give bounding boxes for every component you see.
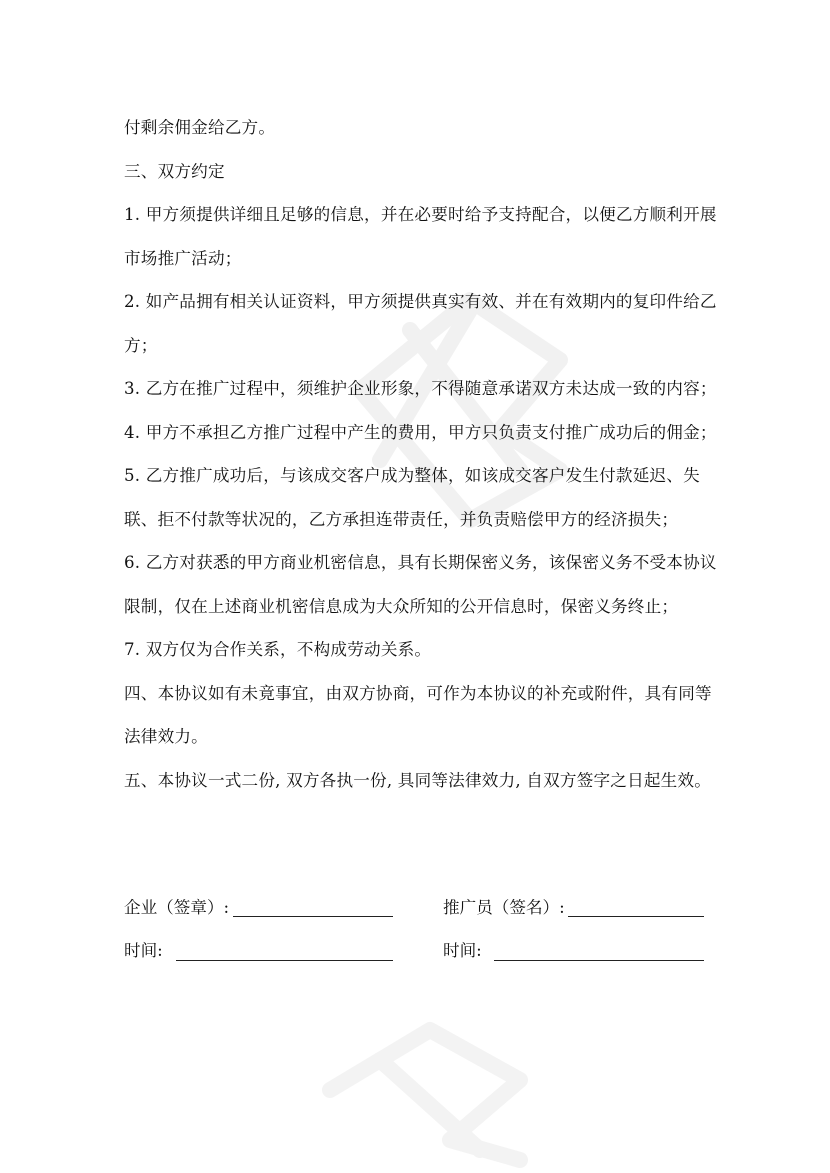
company-date-label: 时间: bbox=[124, 941, 163, 960]
section-heading-mutual-agreement: 三、双方约定 bbox=[124, 161, 225, 181]
clause-5: 5. 乙方推广成功后，与该成交客户成为整体，如该成交客户发生付款延迟、失联、拒不付款等状况的，乙方承担连带责任，并负责赔偿甲方的经济损失； bbox=[124, 466, 700, 529]
clause-4: 4. 甲方不承担乙方推广过程中产生的费用，甲方只负责支付推广成功后的佣金； bbox=[124, 422, 717, 442]
promoter-date-line[interactable] bbox=[494, 960, 704, 961]
promoter-signature-line[interactable] bbox=[568, 916, 704, 917]
company-date-line[interactable] bbox=[176, 960, 393, 961]
promoter-signature-label: 推广员（签名）: bbox=[443, 898, 565, 917]
paragraph-continuation: 付剩余佣金给乙方。 bbox=[124, 118, 276, 137]
agreement-body bbox=[124, 106, 720, 802]
clause-3: 3. 乙方在推广过程中，须维护企业形象，不得随意承诺双方未达成一致的内容； bbox=[124, 379, 717, 398]
section-four: 四、本协议如有未竟事宜，由双方协商，可作为本协议的补充或附件，具有同等法律效力。 bbox=[124, 683, 712, 746]
company-signature-label: 企业（签章）: bbox=[124, 898, 230, 917]
clause-7: 7. 双方仅为合作关系，不构成劳动关系。 bbox=[124, 640, 432, 659]
section-five: 五、本协议一式二份, 双方各执一份, 具同等法律效力, 自双方签字之日起生效。 bbox=[124, 770, 712, 790]
clause-2: 2. 如产品拥有相关认证资料，甲方须提供真实有效、并在有效期内的复印件给乙方； bbox=[124, 292, 717, 355]
company-signature-line[interactable] bbox=[233, 916, 393, 917]
clause-1: 1. 甲方须提供详细且足够的信息，并在必要时给予支持配合，以便乙方顺利开展市场推广活动； bbox=[124, 205, 717, 268]
clause-6: 6. 乙方对获悉的甲方商业机密信息，具有长期保密义务，该保密义务不受本协议限制，仅在上述商业机密信息成为大众所知的公开信息时，保密义务终止； bbox=[124, 553, 717, 616]
promoter-date-label: 时间: bbox=[443, 941, 482, 960]
